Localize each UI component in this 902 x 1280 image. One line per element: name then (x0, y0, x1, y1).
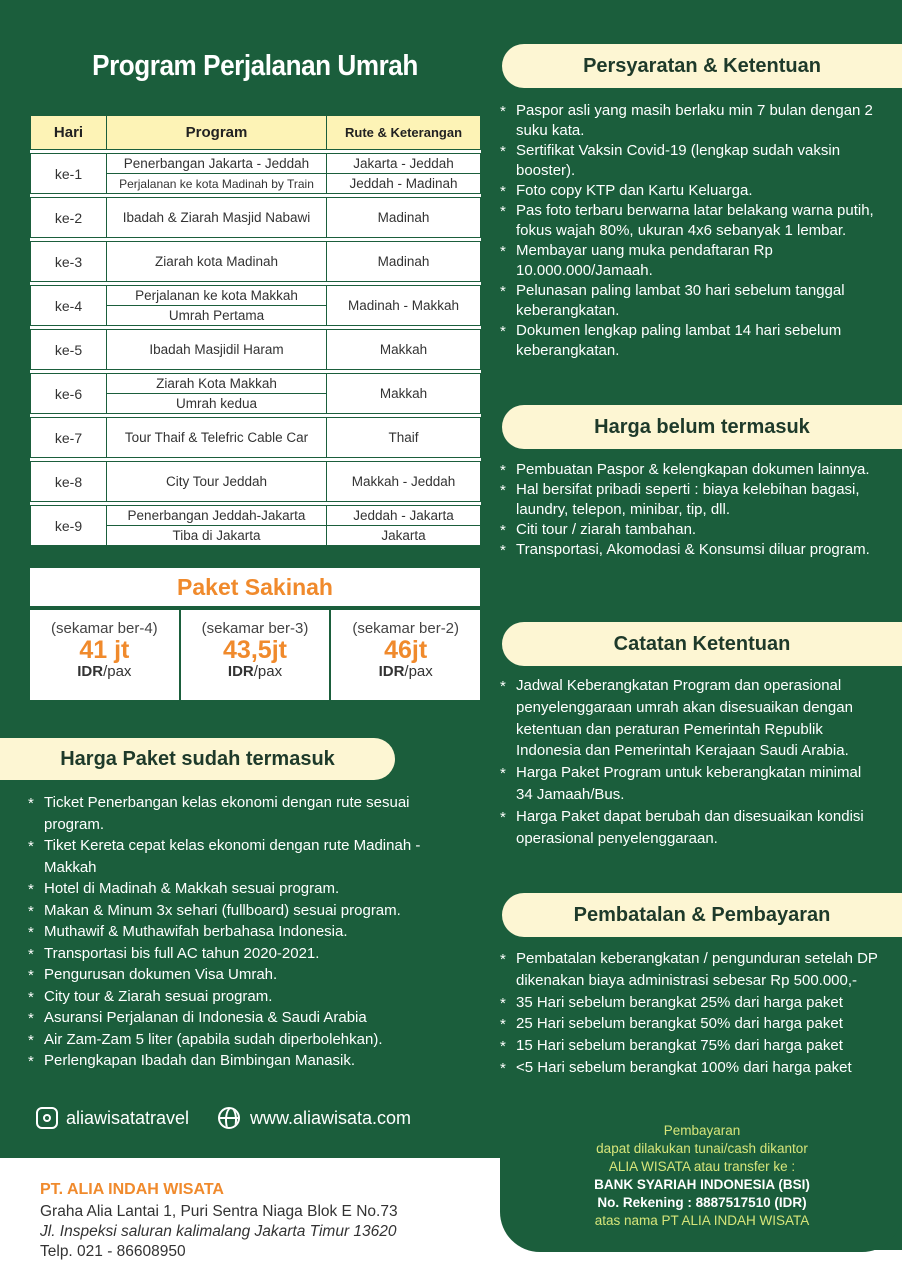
program-cell: Ibadah & Ziarah Masjid Nabawi (107, 198, 327, 238)
program-cell: Ziarah Kota Makkah (107, 374, 327, 394)
excluded-list (500, 460, 895, 560)
header-program: Program (107, 116, 327, 150)
list-item: * Pas foto terbaru berwarna latar belakang warna putih, fokus wajah 80%, ukuran 4x6 sebanyak 1 lembar. (500, 201, 880, 241)
day-cell: ke-1 (31, 154, 107, 194)
payment-line-2: dapat dilakukan tunai/cash dikantor (596, 1141, 808, 1156)
table-row (31, 506, 481, 526)
list-item: * Harga Paket dapat berubah dan disesuaikan kondisi operasional penyelenggaraan. (500, 806, 880, 850)
day-cell: ke-3 (31, 242, 107, 282)
cancellation-list (500, 948, 895, 1079)
paket-option (181, 610, 330, 700)
route-cell: Makkah - Jeddah (327, 462, 481, 502)
day-cell: ke-9 (31, 506, 107, 546)
notes-title: Catatan Ketentuan (502, 622, 902, 666)
list-item: * Hotel di Madinah & Makkah sesuai program. (28, 878, 468, 900)
route-cell: Jeddah - Jakarta (327, 506, 481, 526)
payment-info (502, 1122, 902, 1230)
list-item: * <5 Hari sebelum berangkat 100% dari harga paket (500, 1057, 895, 1079)
account-holder: atas nama PT ALIA INDAH WISATA (594, 1213, 810, 1228)
list-item: * Membayar uang muka pendaftaran Rp 10.000.000/Jamaah. (500, 241, 880, 281)
requirements-list (500, 101, 880, 361)
instagram-handle: aliawisatatravel (66, 1107, 190, 1128)
list-item: * Hal bersifat pribadi seperti : biaya kelebihan bagasi, laundry, telepon, minibar, tip, dll. (500, 480, 895, 520)
list-item: * 35 Hari sebelum berangkat 25% dari harga paket (500, 992, 895, 1014)
list-item: * Paspor asli yang masih berlaku min 7 bulan dengan 2 suku kata. (500, 101, 880, 141)
day-cell: ke-8 (31, 462, 107, 502)
table-row (31, 462, 481, 502)
program-cell: City Tour Jeddah (107, 462, 327, 502)
included-title: Harga Paket sudah termasuk (0, 738, 395, 780)
account-number: No. Rekening : 8887517510 (IDR) (597, 1195, 807, 1210)
requirements-title: Persyaratan & Ketentuan (502, 44, 902, 88)
route-cell: Madinah - Makkah (327, 286, 481, 326)
list-item: * Jadwal Keberangkatan Program dan operasional penyelenggaraan umrah akan disesuaikan dengan ketentuan dan peraturan Pemerintah Republik Indonesia dan Pemerintah Kerajaan Saudi Arabia. (500, 675, 880, 762)
price: 41 jt (79, 636, 130, 664)
list-item: * Tiket Kereta cepat kelas ekonomi dengan rute Madinah - Makkah (28, 835, 468, 878)
list-item: * Air Zam-Zam 5 liter (apabila sudah diperbolehkan). (28, 1029, 468, 1051)
program-cell: Tiba di Jakarta (107, 526, 327, 546)
excluded-title: Harga belum termasuk (502, 405, 902, 449)
bank-name: BANK SYARIAH INDONESIA (BSI) (594, 1177, 810, 1192)
schedule-table (30, 115, 480, 546)
instagram-link[interactable] (36, 1107, 189, 1129)
website-url: www.aliawisata.com (250, 1107, 412, 1128)
program-cell: Penerbangan Jakarta - Jeddah (107, 154, 327, 174)
per-unit: /pax (253, 663, 283, 680)
page-title: Program Perjalanan Umrah (92, 50, 418, 82)
program-cell: Tour Thaif & Telefric Cable Car (107, 418, 327, 458)
company-phone: Telp. 021 - 86608950 (40, 1243, 186, 1260)
payment-line-3: ALIA WISATA atau transfer ke : (608, 1159, 796, 1174)
per-unit: /pax (103, 663, 132, 680)
list-item: * Foto copy KTP dan Kartu Keluarga. (500, 181, 880, 201)
list-item: * Pelunasan paling lambat 30 hari sebelum tanggal keberangkatan. (500, 281, 880, 321)
cancellation-title: Pembatalan & Pembayaran (502, 893, 902, 937)
paket-title: Paket Sakinah (30, 568, 480, 606)
day-cell: ke-6 (31, 374, 107, 414)
table-row (31, 198, 481, 238)
route-cell: Jeddah - Madinah (327, 174, 481, 194)
list-item: * Citi tour / ziarah tambahan. (500, 520, 895, 540)
day-cell: ke-5 (31, 330, 107, 370)
list-item: * Ticket Penerbangan kelas ekonomi dengan rute sesuai program. (28, 792, 468, 835)
currency: IDR (227, 663, 254, 680)
program-cell: Penerbangan Jeddah-Jakarta (107, 506, 327, 526)
program-cell: Umrah Pertama (107, 306, 327, 326)
day-cell: ke-7 (31, 418, 107, 458)
program-cell: Ziarah kota Madinah (107, 242, 327, 282)
list-item: * Transportasi, Akomodasi & Konsumsi diluar program. (500, 540, 895, 560)
day-cell: ke-2 (31, 198, 107, 238)
list-item: * Pembatalan keberangkatan / pengunduran setelah DP dikenakan biaya administrasi sebesar Rp 500.000,- (500, 948, 895, 992)
company-address-2: Jl. Inspeksi saluran kalimalang Jakarta Timur 13620 (40, 1223, 397, 1240)
currency: IDR (77, 663, 104, 680)
list-item: * Makan & Minum 3x sehari (fullboard) sesuai program. (28, 900, 468, 922)
list-item: * Dokumen lengkap paling lambat 14 hari sebelum keberangkatan. (500, 321, 880, 361)
program-cell: Ibadah Masjidil Haram (107, 330, 327, 370)
notes-list (500, 675, 880, 849)
list-item: * 15 Hari sebelum berangkat 75% dari harga paket (500, 1035, 895, 1057)
route-cell: Makkah (327, 374, 481, 414)
company-name: PT. ALIA INDAH WISATA (40, 1181, 224, 1198)
company-address-1: Graha Alia Lantai 1, Puri Sentra Niaga Blok E No.73 (40, 1203, 398, 1220)
room-type: (sekamar ber-4) (50, 620, 158, 637)
payment-line-1: Pembayaran (663, 1123, 741, 1138)
list-item: * Sertifikat Vaksin Covid-19 (lengkap sudah vaksin booster). (500, 141, 880, 181)
route-cell: Jakarta (327, 526, 481, 546)
route-cell: Jakarta - Jeddah (327, 154, 481, 174)
instagram-icon (36, 1107, 58, 1129)
day-cell: ke-4 (31, 286, 107, 326)
route-cell: Thaif (327, 418, 481, 458)
program-cell: Umrah kedua (107, 394, 327, 414)
list-item: * Pengurusan dokumen Visa Umrah. (28, 964, 468, 986)
header-rute: Rute & Keterangan (327, 116, 481, 150)
list-item: * Transportasi bis full AC tahun 2020-2021. (28, 943, 468, 965)
table-row (31, 242, 481, 282)
program-cell: Perjalanan ke kota Madinah by Train (107, 174, 327, 194)
list-item: * Muthawif & Muthawifah berbahasa Indonesia. (28, 921, 468, 943)
included-list (28, 792, 468, 1072)
paket-options (30, 610, 480, 700)
program-cell: Perjalanan ke kota Makkah (107, 286, 327, 306)
currency: IDR (378, 663, 405, 680)
price: 43,5jt (223, 636, 287, 664)
website-link[interactable] (218, 1107, 411, 1129)
table-row (31, 330, 481, 370)
table-row (31, 418, 481, 458)
route-cell: Madinah (327, 198, 481, 238)
paket-option (30, 610, 179, 700)
list-item: * Pembuatan Paspor & kelengkapan dokumen lainnya. (500, 460, 895, 480)
route-cell: Makkah (327, 330, 481, 370)
room-type: (sekamar ber-3) (201, 620, 309, 637)
list-item: * Perlengkapan Ibadah dan Bimbingan Manasik. (28, 1050, 468, 1072)
header-hari: Hari (31, 116, 107, 150)
route-cell: Madinah (327, 242, 481, 282)
list-item: * Asuransi Perjalanan di Indonesia & Saudi Arabia (28, 1007, 468, 1029)
per-unit: /pax (404, 663, 433, 680)
list-item: * City tour & Ziarah sesuai program. (28, 986, 468, 1008)
company-info (40, 1180, 398, 1262)
table-row (31, 154, 481, 174)
paket-option (331, 610, 480, 700)
price: 46jt (384, 636, 428, 664)
table-row (31, 374, 481, 394)
list-item: * 25 Hari sebelum berangkat 50% dari harga paket (500, 1013, 895, 1035)
list-item: * Harga Paket Program untuk keberangkatan minimal 34 Jamaah/Bus. (500, 762, 880, 806)
room-type: (sekamar ber-2) (352, 620, 460, 637)
globe-icon (218, 1107, 240, 1129)
table-row (31, 286, 481, 306)
